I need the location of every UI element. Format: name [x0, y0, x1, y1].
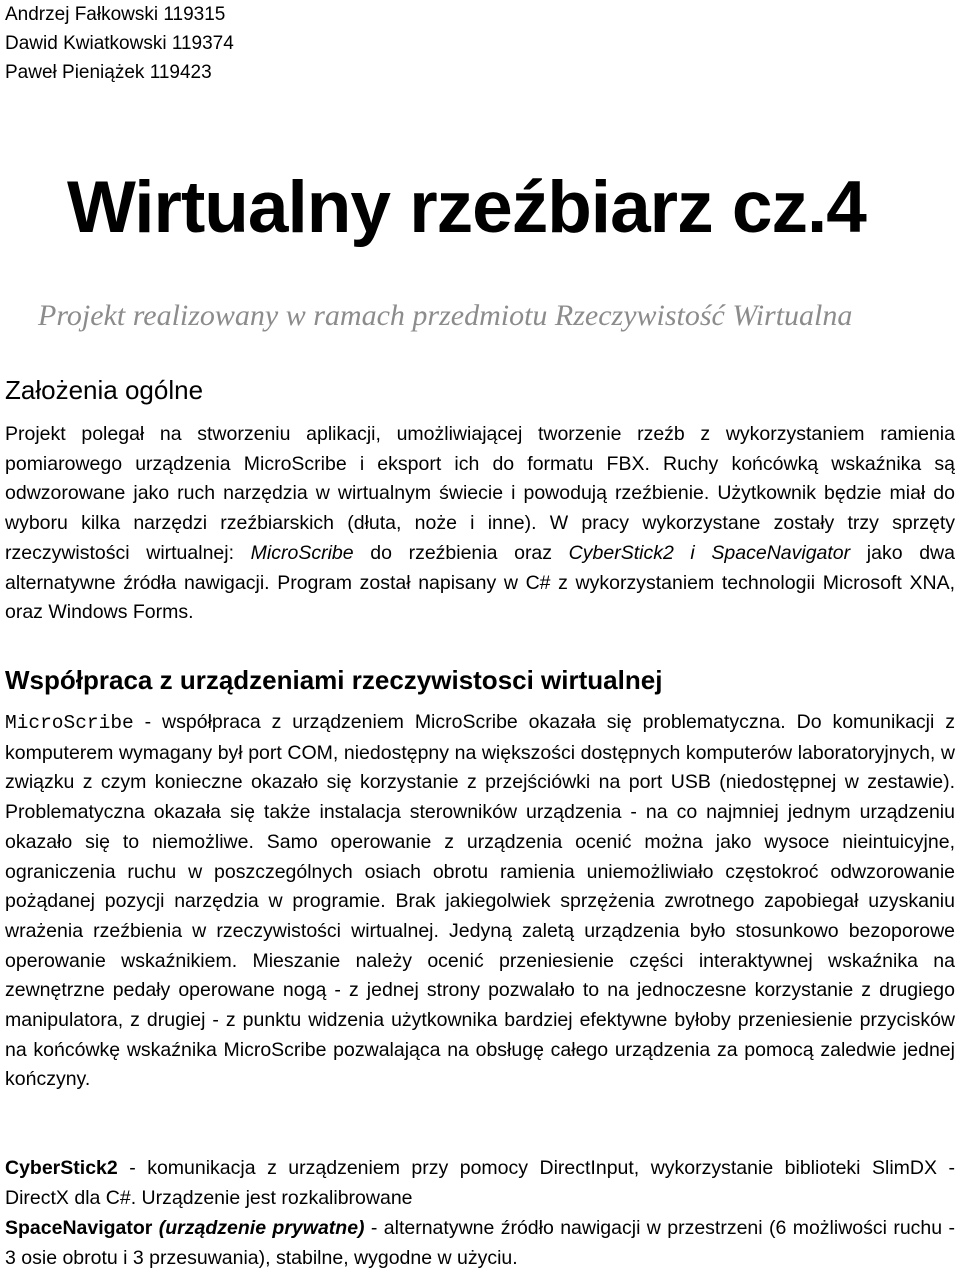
cyberstick-paragraph [5, 1154, 955, 1213]
document-subtitle: Projekt realizowany w ramach przedmiotu Rzeczywistość Wirtualna [38, 299, 853, 332]
author-line: Dawid Kwiatkowski 119374 [5, 33, 234, 54]
microscribe-text: - współpraca z urządzeniem MicroScribe okazała się problematyczna. Do komunikacji z komputerem wymagany był port COM, niedostępny na większości dostępnych komputerów laboratoryjnych, w związku z czym konieczne okazało się korzystanie z przejściówki na port USB (niedostępnej w zestawie). Problematyczna okazała się także instalacja sterowników urządzenia - na co najmniej jednym urządzeniu okazało się to niemożliwe. Samo operowanie z urządzenia ocenić można jako wysoce nieintuicyjne, ograniczenia ruchu w poszczególnych osiach obrotu ramienia uniemożliwiało częstokroć odwzorowanie pożądanej pozycji narzędzia w programie. Brak jakiegolwiek sprzężenia zwrotnego zapobiegał uzyskaniu wrażenia rzeźbienia w rzeczywistości wirtualnej. Jedyną zaletą urządzenia było stosunkowo bezoporowe operowanie wskaźnikiem. Mieszanie należy ocenić przeniesienie części interaktywnej wskaźnika na zewnętrzne pedały operowane nogą - z jednej strony pozwalało to na jednoczesne korzystanie z drugiego manipulatora, z drugiej - z punktu widzenia użytkownika bardziej efektywne byłoby przeniesienie przycisków na końcówkę wskaźnika MicroScribe pozwalająca na obsługę całego urządzenia za pomocą zaledwie jednej kończyny. [5, 711, 955, 1091]
cyberstick-text: - komunikacja z urządzeniem przy pomocy DirectInput, wykorzystanie biblioteki SlimDX - DirectX dla C#. Urządzenie jest rozkalibrowane [5, 1157, 955, 1209]
spacenavigator-text: - alternatywne źródło nawigacji w przestrzeni (6 możliwości ruchu - 3 osie obrotu i 3 przesuwania), stabilne, wygodne w użyciu. [5, 1217, 955, 1269]
general-text-b: do rzeźbienia oraz [353, 541, 569, 564]
microscribe-italic: MicroScribe [250, 541, 354, 564]
spacenavigator-label: SpaceNavigator [5, 1217, 153, 1239]
spacenavigator-private-note: (urządzenie prywatne) [158, 1217, 365, 1239]
author-line: Paweł Pieniążek 119423 [5, 62, 212, 83]
cyberstick-label: CyberStick2 [5, 1157, 118, 1179]
microscribe-label: MicroScribe [5, 712, 134, 734]
microscribe-paragraph [5, 708, 955, 1095]
nav-devices-italic: CyberStick2 i SpaceNavigator [568, 541, 851, 564]
section-heading-cooperation: Współpraca z urządzeniami rzeczywistosci wirtualnej [5, 665, 663, 695]
section-heading-general: Założenia ogólne [5, 375, 204, 405]
spacenavigator-paragraph [5, 1214, 955, 1273]
general-text-a: Projekt polegał na stworzeniu aplikacji, umożliwiającej tworzenie rzeźb z wykorzystaniem ramienia pomiarowego urządzenia MicroScribe i eksport ich do formatu FBX. Ruchy końcówką wskaźnika są odwzorowane jako ruch narzędzia w wirtualnym świecie i powodują rzeźbienie. Użytkownik będzie miał do wyboru kilka narzędzi rzeźbiarskich (dłuta, noże i inne). W pracy wykorzystane zostały trzy sprzęty rzeczywistości wirtualnej: [5, 423, 955, 564]
document-title: Wirtualny rzeźbiarz cz.4 [67, 167, 866, 248]
authors-block [5, 0, 234, 87]
author-line: Andrzej Fałkowski 119315 [5, 4, 226, 25]
general-paragraph [5, 420, 955, 628]
general-text-c: jako dwa alternatywne źródła nawigacji. Program został napisany w C# z wykorzystaniem technologii Microsoft XNA, oraz Windows Forms. [5, 541, 955, 624]
